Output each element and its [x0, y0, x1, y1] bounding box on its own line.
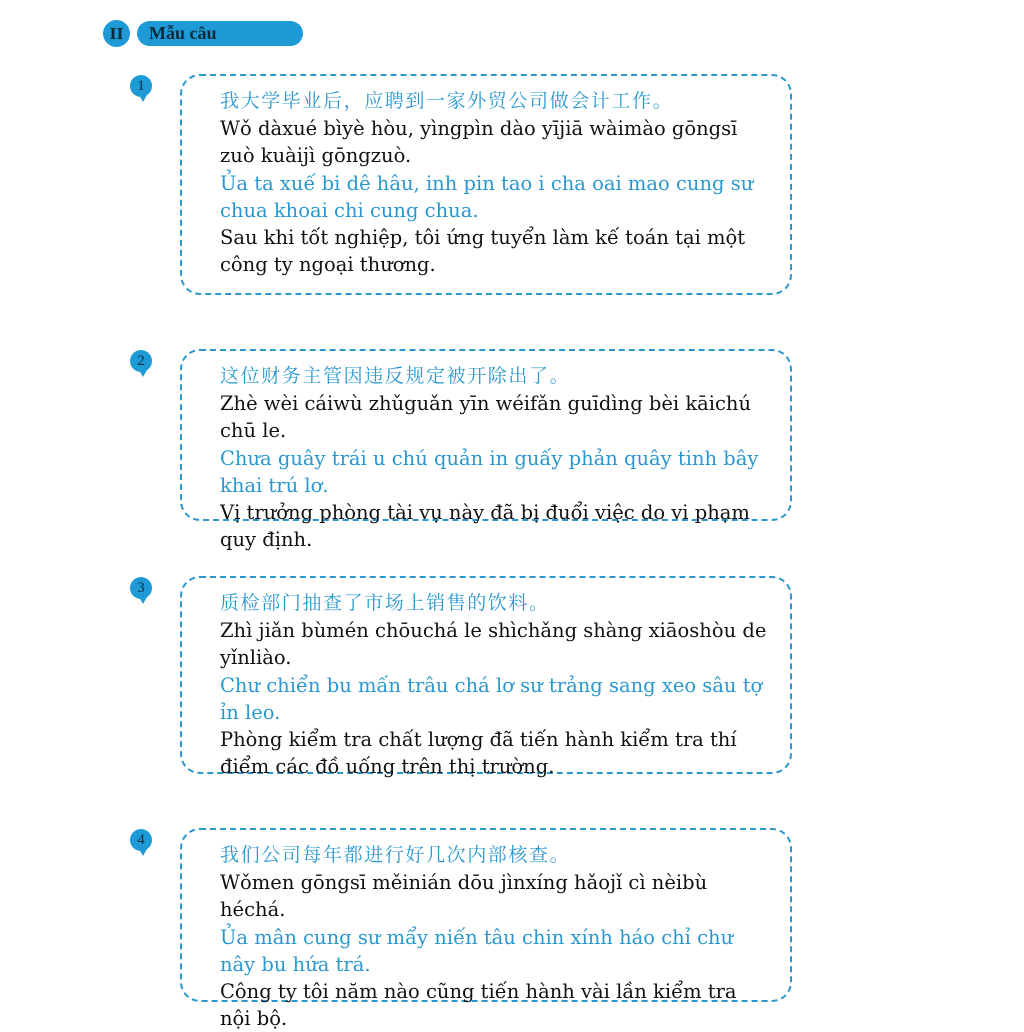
chinese-sentence: 这位财务主管因违反规定被开除出了。 — [220, 365, 571, 387]
pinyin-text: Zhì jiǎn bùmén chōuchá le shìchǎng shàng xiāoshòu de yǐnliào. — [220, 619, 767, 670]
chinese-sentence: 我大学毕业后，应聘到一家外贸公司做会计工作。 — [220, 90, 674, 112]
phonetic-text: Chưa guây trái u chú quản in guấy phản quây tinh bây khai trú lơ. — [220, 446, 759, 497]
pinyin-text: Wǒmen gōngsī měinián dōu jìnxíng hǎojǐ cì nèibù héchá. — [220, 871, 708, 922]
section-header — [103, 20, 303, 47]
chinese-sentence: 质检部门抽查了市场上销售的饮料。 — [220, 592, 550, 614]
section-roman-badge: II — [103, 20, 130, 47]
phonetic-text: Ủa ta xuế bi dê hâu, inh pin tao i cha oai mao cung sư chua khoai chi cung chua. — [220, 171, 754, 222]
example-number-badge: 2 — [130, 350, 152, 372]
pinyin-text: Wǒ dàxué bìyè hòu, yìngpìn dào yījiā wàimào gōngsī zuò kuàijì gōngzuò. — [220, 117, 738, 168]
example-number-badge: 4 — [130, 829, 152, 851]
phonetic-text: Ủa mân cung sư mẩy niến tâu chin xính háo chỉ chư nây bu hứa trá. — [220, 925, 734, 976]
example-card-1 — [180, 74, 792, 295]
vietnamese-translation: Công ty tôi năm nào cũng tiến hành vài lần kiểm tra nội bộ. — [220, 980, 737, 1031]
example-card-4 — [180, 828, 792, 1031]
section-title: Mẫu câu — [149, 23, 217, 43]
vietnamese-translation: Phòng kiểm tra chất lượng đã tiến hành kiểm tra thí điểm các đồ uống trên thị trường. — [220, 728, 737, 779]
example-card-2 — [180, 349, 792, 552]
vietnamese-translation: Vị trưởng phòng tài vụ này đã bị đuổi việc do vi phạm quy định. — [220, 501, 750, 552]
example-card-3 — [180, 576, 792, 779]
phonetic-text: Chư chiển bu mấn trâu chá lơ sư trảng sang xeo sâu tợ ỉn leo. — [220, 673, 763, 724]
example-number-badge: 1 — [130, 75, 152, 97]
pinyin-text: Zhè wèi cáiwù zhǔguǎn yīn wéifǎn guīdìng bèi kāichú chū le. — [220, 392, 752, 443]
section-title-pill — [137, 21, 303, 46]
vietnamese-translation: Sau khi tốt nghiệp, tôi ứng tuyển làm kế toán tại một công ty ngoại thương. — [220, 226, 746, 277]
example-number-badge: 3 — [130, 577, 152, 599]
chinese-sentence: 我们公司每年都进行好几次内部核查。 — [220, 844, 571, 866]
